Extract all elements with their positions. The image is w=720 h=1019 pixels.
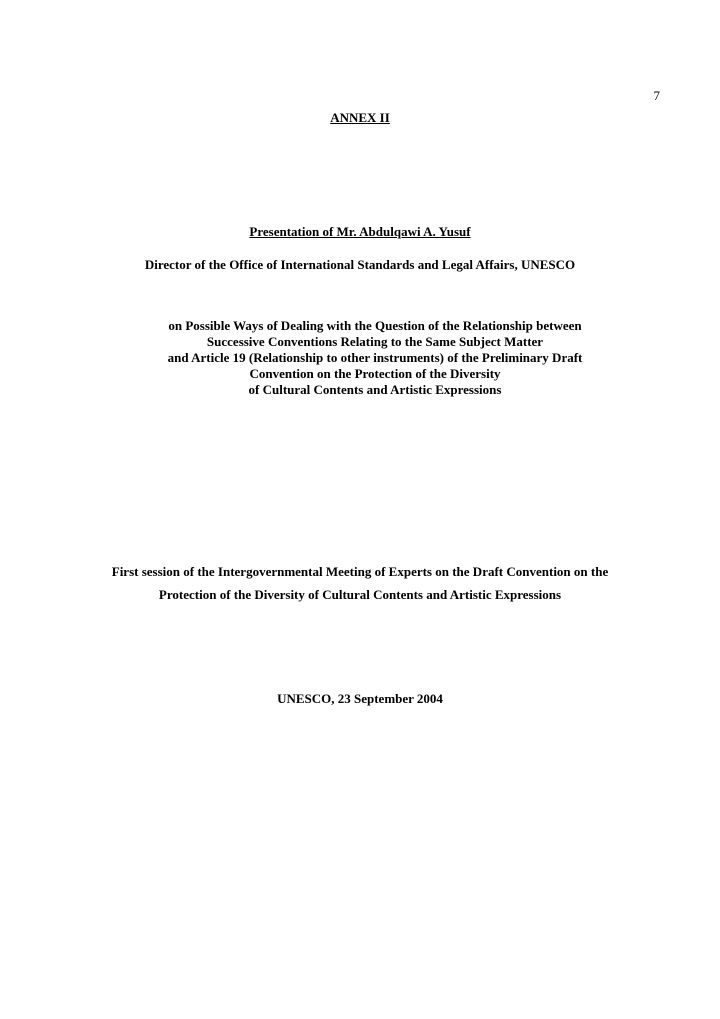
session-line-2: Protection of the Diversity of Cultural Contents and Artistic Expressions <box>158 587 562 602</box>
session-line-1: First session of the Intergovernmental Meeting of Experts on the Draft Convention on the <box>111 564 609 579</box>
presenter-role: Director of the Office of International Standards and Legal Affairs, UNESCO <box>144 257 576 272</box>
topic-block <box>100 318 650 398</box>
topic-line: Successive Conventions Relating to the Same Subject Matter <box>206 334 544 349</box>
presentation-title: Presentation of Mr. Abdulqawi A. Yusuf <box>249 224 471 239</box>
topic-line: Convention on the Protection of the Diversity <box>249 366 501 381</box>
topic-line: on Possible Ways of Dealing with the Question of the Relationship between <box>168 318 582 333</box>
topic-line: of Cultural Contents and Artistic Expressions <box>248 382 502 397</box>
page-number: 7 <box>653 88 660 103</box>
annex-title: ANNEX II <box>330 110 390 125</box>
topic-line: and Article 19 (Relationship to other instruments) of the Preliminary Draft <box>167 350 583 365</box>
date-line: UNESCO, 23 September 2004 <box>277 691 443 706</box>
